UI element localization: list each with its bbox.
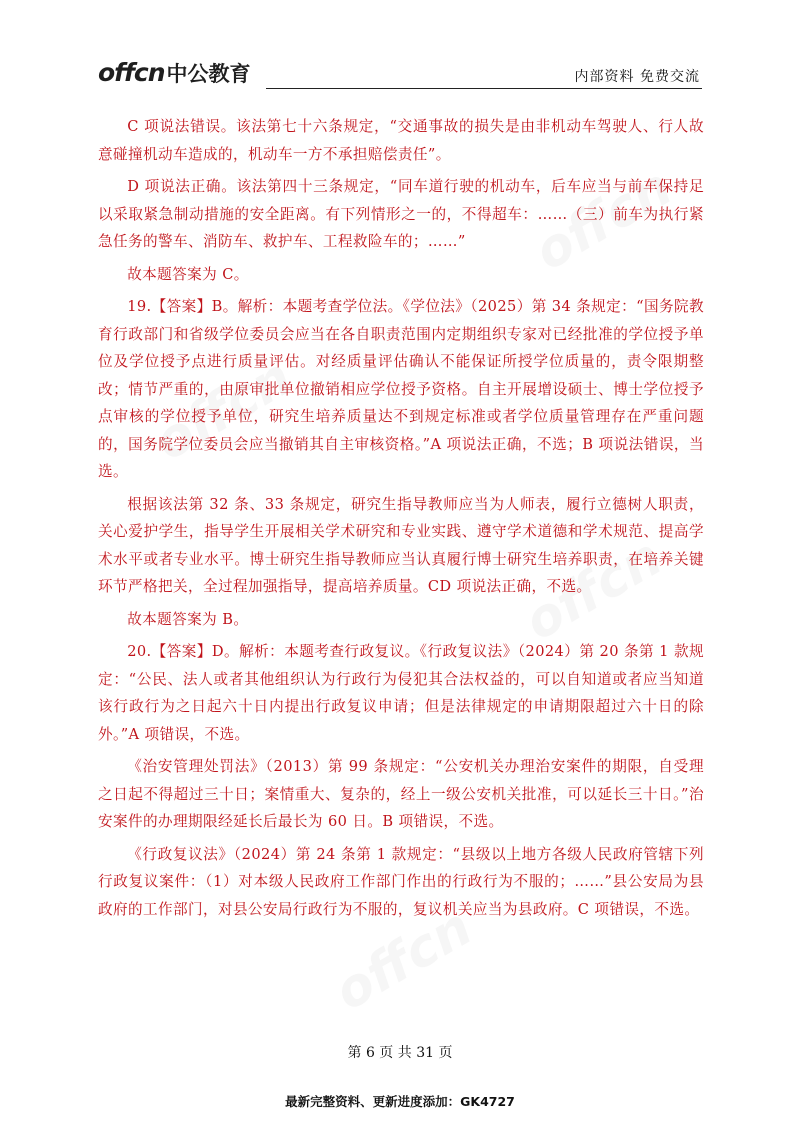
paragraph: D 项说法正确。该法第四十三条规定，“同车道行驶的机动车，后车应当与前车保持足以采取紧急制动措施的安全距离。有下列情形之一的，不得超车：……（三）前车为执行紧急任务的警车、消防车、救护车、工程救险车的；……” (98, 178, 704, 250)
header-rule (266, 88, 702, 89)
page-number: 第 6 页 共 31 页 (347, 1045, 453, 1061)
document-body (98, 113, 704, 923)
paragraph: C 项说法错误。该法第七十六条规定，“交通事故的损失是由非机动车驾驶人、行人故意碰撞机动车造成的，机动车一方不承担赔偿责任”。 (98, 118, 704, 163)
paragraph: 20.【答案】D。解析：本题考查行政复议。《行政复议法》（2024）第 20 条第 1 款规定：“公民、法人或者其他组织认为行政行为侵犯其合法权益的，可以自知道或者应当知道该行政行为之日起六十日内提出行政复议申请；但是法律规定的申请期限超过六十日的除外。”A 项错误，不选。 (98, 643, 704, 743)
paragraph: 《行政复议法》（2024）第 24 条第 1 款规定：“县级以上地方各级人民政府管辖下列行政复议案件：（1）对本级人民政府工作部门作出的行政行为不服的；……”县公安局为县政府的工作部门，对县公安局行政行为不服的，复议机关应当为县政府。C 项错误，不选。 (98, 845, 704, 918)
paragraph: 《治安管理处罚法》（2013）第 99 条规定：“公安机关办理治安案件的期限，自受理之日起不得超过三十日；案情重大、复杂的，经上一级公安机关批准，可以延长三十日。”治安案件的办理期限经延长后最长为 60 日。B 项错误，不选。 (98, 758, 704, 830)
logo-chinese-text: 中公教育 (166, 62, 251, 86)
paragraph: 故本题答案为 C。 (127, 265, 249, 283)
paragraph: 19.【答案】B。解析：本题考查学位法。《学位法》（2025）第 34 条规定：“国务院教育行政部门和省级学位委员会应当在各自职责范围内定期组织专家对已经批准的学位授予单位及学位授予点进行质量评估。对经质量评估确认不能保证所授学位质量的，责令限期整改；情节严重的，由原审批单位撤销相应学位授予资格。自主开展增设硕士、博士学位授予点审核的学位授予单位，研究生培养质量达不到规定标准或者学位质量管理存在严重问题的，国务院学位委员会应当撤销其自主审核资格。”A 项说法正确，不选；B 项说法错误，当选。 (98, 298, 704, 480)
offcn-logo (98, 58, 251, 88)
paragraph: 故本题答案为 B。 (127, 610, 249, 628)
page-header (98, 58, 702, 92)
paragraph: 根据该法第 32 条、33 条规定，研究生指导教师应当为人师表，履行立德树人职责，关心爱护学生，指导学生开展相关学术研究和专业实践、遵守学术道德和学术规范、提高学术水平或者专业水平。博士研究生指导教师应当认真履行博士研究生培养职责，在培养关键环节严格把关，全过程加强指导，提高培养质量。CD 项说法正确，不选。 (98, 495, 704, 595)
footer-note: 最新完整资料、更新进度添加：GK4727 (285, 1094, 515, 1109)
logo-latin-text: offcn (98, 58, 165, 87)
header-tagline: 内部资料 免费交流 (574, 69, 700, 85)
